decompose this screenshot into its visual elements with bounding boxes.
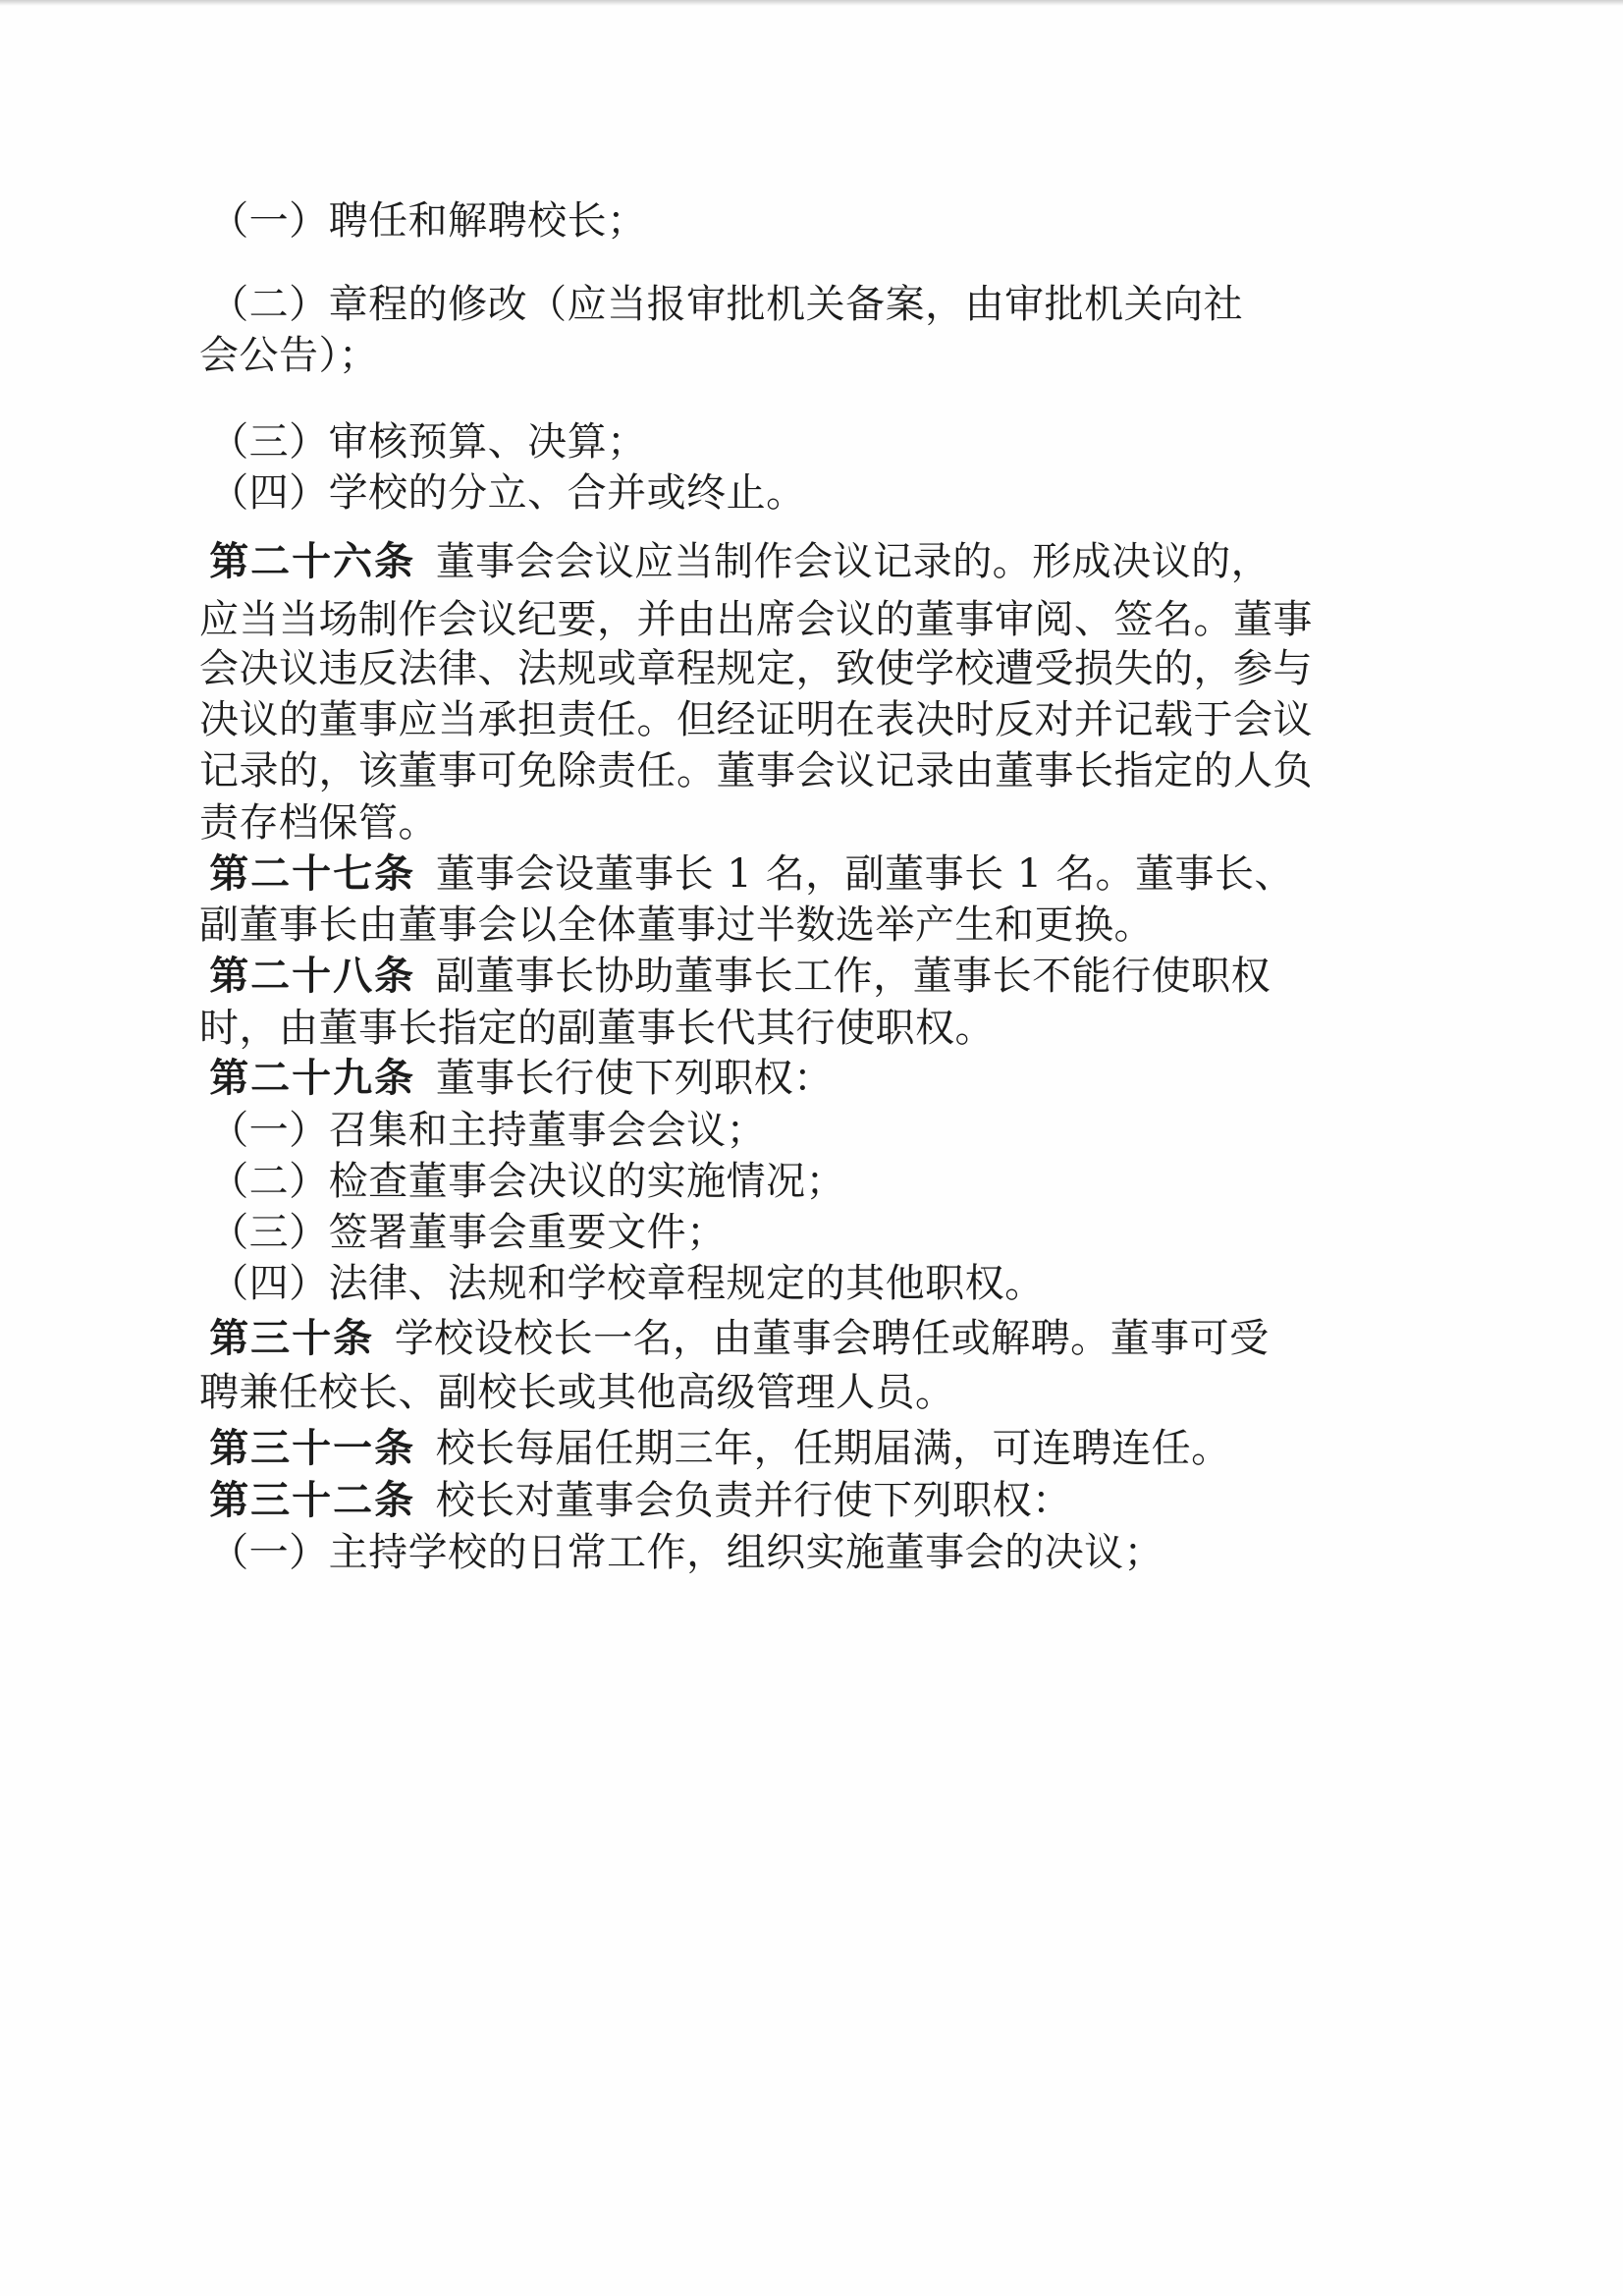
text-line (209, 1159, 846, 1204)
text-line (209, 1108, 767, 1153)
article-heading: 第二十七条 (209, 850, 416, 897)
line-text: 会决议违反法律、法规或章程规定，致使学校遭受损失的，参与 (199, 646, 1313, 691)
text-line (199, 902, 1154, 948)
line-text: （一）召集和主持董事会会议； (209, 1108, 767, 1153)
line-text: 董事会会议应当制作会议记录的。形成决议的， (435, 539, 1271, 584)
text-line (209, 538, 1271, 584)
text-line (199, 697, 1313, 742)
text-line (199, 333, 379, 378)
article-heading: 第三十一条 (209, 1425, 416, 1471)
text-line (209, 1261, 1045, 1306)
text-line (209, 470, 806, 516)
line-text: （三）签署董事会重要文件； (209, 1210, 727, 1255)
text-line (209, 1530, 1164, 1575)
text-line (209, 953, 1271, 999)
line-text: 责存档保管。 (199, 800, 438, 846)
line-text: 副董事长协助董事长工作，董事长不能行使职权 (435, 954, 1271, 999)
line-text: （三）审核预算、决算； (209, 419, 647, 465)
scan-edge (0, 0, 1623, 6)
line-text: （一）聘任和解聘校长； (209, 198, 647, 244)
line-text: 校长每届任期三年，任期届满，可连聘连任。 (435, 1426, 1231, 1471)
article-heading: 第二十九条 (209, 1055, 416, 1101)
text-line (209, 1315, 1270, 1361)
line-text: 学校设校长一名，由董事会聘任或解聘。董事可受 (394, 1316, 1270, 1361)
text-line (209, 198, 647, 244)
article-heading: 第三十条 (209, 1315, 375, 1361)
line-text: 会公告）； (199, 333, 379, 378)
line-text: 校长对董事会负责并行使下列职权： (435, 1478, 1072, 1523)
line-text: 副董事长由董事会以全体董事过半数选举产生和更换。 (199, 902, 1154, 948)
line-text: 应当当场制作会议纪要，并由出席会议的董事审阅、签名。董事 (199, 597, 1313, 642)
line-text: （二）检查董事会决议的实施情况； (209, 1159, 846, 1204)
article-heading: 第二十八条 (209, 953, 416, 999)
text-line (209, 419, 647, 465)
line-text: （一）主持学校的日常工作，组织实施董事会的决议； (209, 1530, 1164, 1575)
text-line (209, 1425, 1231, 1471)
text-line (199, 1006, 995, 1051)
line-text: 聘兼任校长、副校长或其他高级管理人员。 (199, 1370, 955, 1415)
line-text: 时，由董事长指定的副董事长代其行使职权。 (199, 1006, 995, 1051)
article-heading: 第二十六条 (209, 538, 416, 584)
text-line (209, 850, 1294, 897)
text-line (199, 597, 1313, 642)
text-line (209, 1477, 1072, 1523)
line-text: 董事长行使下列职权： (435, 1056, 834, 1101)
line-text: 记录的，该董事可免除责任。董事会议记录由董事长指定的人负 (199, 748, 1313, 793)
line-text: （二）章程的修改（应当报审批机关备案，由审批机关向社 (209, 282, 1244, 327)
text-line (199, 748, 1313, 793)
text-line (209, 1055, 834, 1101)
text-line (209, 1210, 727, 1255)
text-line (199, 646, 1313, 691)
text-line (209, 282, 1244, 327)
line-text: （四）法律、法规和学校章程规定的其他职权。 (209, 1261, 1045, 1306)
line-text: （四）学校的分立、合并或终止。 (209, 470, 806, 516)
article-heading: 第三十二条 (209, 1477, 416, 1523)
line-text: 决议的董事应当承担责任。但经证明在表决时反对并记载于会议 (199, 697, 1313, 742)
line-text: 董事会设董事长 1 名，副董事长 1 名。董事长、 (435, 851, 1294, 897)
text-line (199, 800, 438, 846)
text-line (199, 1370, 955, 1415)
